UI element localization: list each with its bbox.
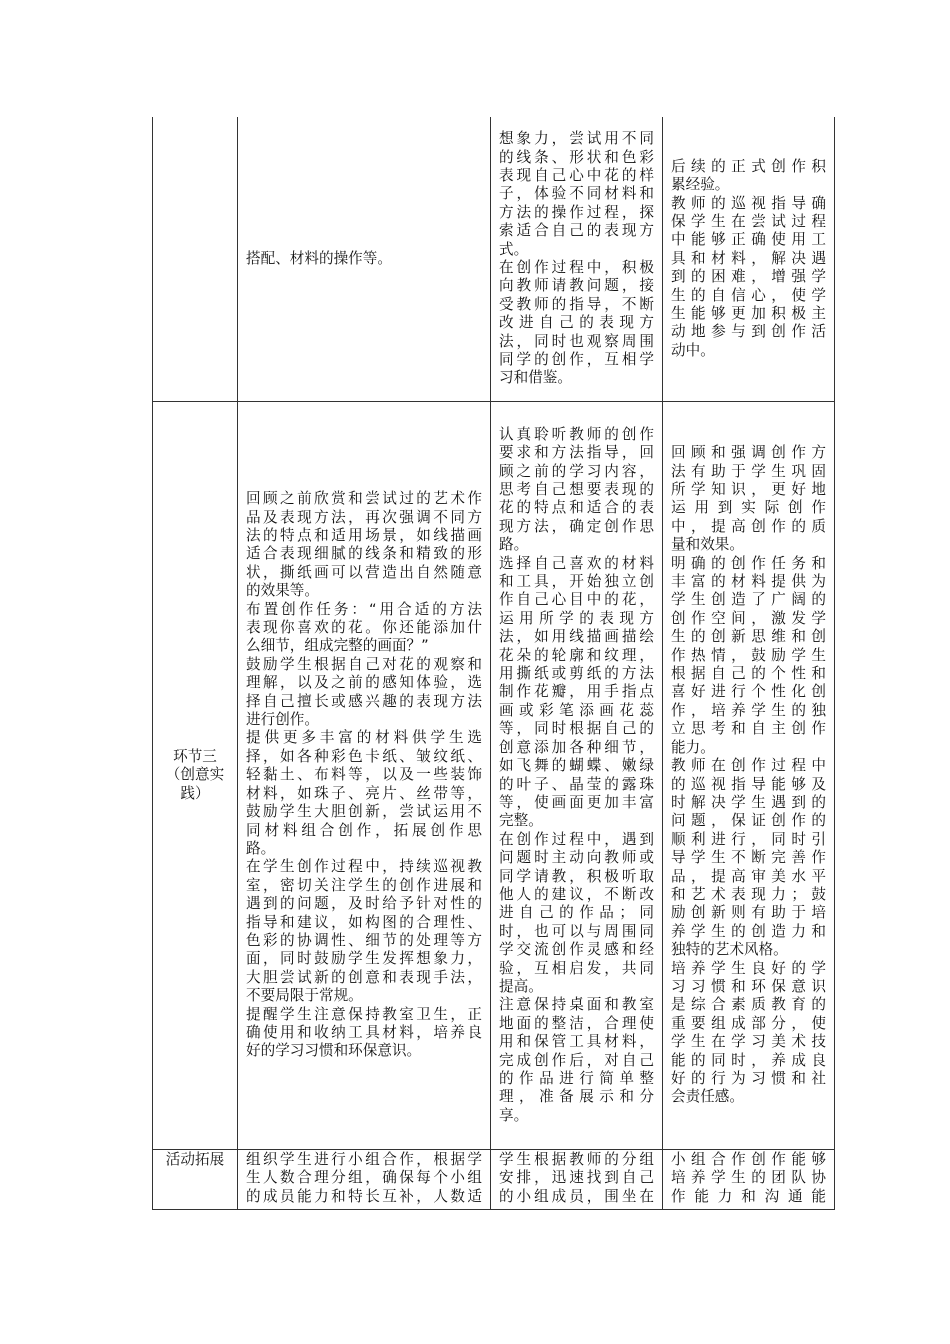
text-line: 根据自己的个性和 xyxy=(671,665,826,683)
text-line: 表现你喜欢的花。你还能添加什 xyxy=(246,619,482,637)
design-intent-cell xyxy=(663,117,835,402)
text-line: 思考自己想要表现的 xyxy=(499,481,654,498)
text-line: 认真聆听教师的创作 xyxy=(499,425,654,443)
text-line: 和艺术表现力；鼓 xyxy=(671,885,826,903)
text-line: 完成创作后，对自己 xyxy=(499,1051,654,1069)
text-line: 鼓励学生根据自己对花的观察和 xyxy=(246,655,482,673)
text-line: 创作空间，激发学 xyxy=(671,609,826,627)
student-activity-cell xyxy=(491,402,663,1150)
text-line: 验，互相启发，共同 xyxy=(499,959,654,977)
text-line: 现方法，确定创作思 xyxy=(499,517,654,535)
stage-cell xyxy=(153,117,238,402)
paragraph xyxy=(499,130,654,259)
paragraph xyxy=(499,259,654,388)
table-row xyxy=(153,117,835,402)
text-line: 改进自己的表现方 xyxy=(499,314,654,332)
text-line: 择，如各种彩色卡纸、皱纹纸、 xyxy=(246,747,482,765)
text-line: 理，准备展示和分 xyxy=(499,1088,654,1106)
text-line: 培养学生良好的学 xyxy=(671,959,826,977)
text-line: 励创新则有助于培 xyxy=(671,904,826,922)
text-line: 法有助于学生巩固 xyxy=(671,462,826,480)
text-line: 的线条、形状和色彩 xyxy=(499,148,654,166)
paragraph xyxy=(246,729,482,858)
text-line: 安排，迅速找到自己 xyxy=(499,1169,654,1187)
text-line: 学生创造了广阔的 xyxy=(671,591,826,609)
lesson-plan-table xyxy=(152,117,835,1210)
text-line: 丰富的材料提供为 xyxy=(671,573,826,591)
text-line: 中，提高创作的质 xyxy=(671,517,826,535)
text-line: 在创作过程中，遇到 xyxy=(499,830,654,848)
text-line: 子，体验不同材料和 xyxy=(499,185,654,203)
text-line: 大胆尝试新的创意和表现手法， xyxy=(246,968,482,986)
text-line: 养学生的创造力和 xyxy=(671,922,826,940)
stage-cell xyxy=(153,402,238,1150)
text-line: 的成员能力和特长互补，人数适 xyxy=(246,1187,482,1205)
text-line: 在创作过程中，积极 xyxy=(499,259,654,276)
paragraph xyxy=(671,960,826,1107)
text-line: 指导和建议，如构图的合理性、 xyxy=(246,913,482,931)
text-line: 室，密切关注学生的创作进展和 xyxy=(246,876,482,894)
text-line: 等，使画面更加丰富 xyxy=(499,793,654,811)
text-line: 式。 xyxy=(499,240,529,258)
text-line: 用和保管工具材料， xyxy=(499,1033,654,1051)
text-line: 保学生在尝试过程 xyxy=(671,212,826,230)
text-line: 作自己心目中的花， xyxy=(499,591,654,609)
text-line: 的巡视指导能够及 xyxy=(671,775,826,793)
text-line: 享。 xyxy=(499,1106,529,1124)
text-line: 累经验。 xyxy=(671,176,730,194)
text-line: 和工具，开始独立创 xyxy=(499,573,654,591)
text-line: 时解决学生遇到的 xyxy=(671,793,826,811)
text-line: 进自己的作品；同 xyxy=(499,904,654,922)
text-line: 画或彩笔添画花蕊 xyxy=(499,701,654,719)
text-line: 动地参与到创作活 xyxy=(671,323,826,341)
text-line: 制作花瓣，用手指点 xyxy=(499,683,654,701)
text-line: 用撕纸或剪纸的方法 xyxy=(499,665,654,683)
text-line: 搭配、材料的操作等。 xyxy=(246,249,392,267)
paragraph xyxy=(246,601,482,656)
text-line: 好的行为习惯和社 xyxy=(671,1070,826,1087)
text-line: 回顾之前欣赏和尝试过的艺术作 xyxy=(246,490,482,508)
paragraph xyxy=(671,195,826,361)
text-line: 学生在学习美术技 xyxy=(671,1033,826,1051)
text-line: 独特的艺术风格。 xyxy=(671,941,788,959)
paragraph xyxy=(499,555,654,831)
text-line: 量和效果。 xyxy=(671,536,744,554)
text-line: 好的学习习惯和环保意识。 xyxy=(246,1042,422,1060)
text-line: 所学知识，更好地 xyxy=(671,481,826,498)
text-line: 运用到实际创作 xyxy=(671,499,826,517)
text-line: 组织学生进行小组合作，根据学 xyxy=(246,1151,482,1168)
text-line: 确使用和收纳工具材料，培养良 xyxy=(246,1023,482,1041)
student-activity-cell xyxy=(491,117,663,402)
text-line: 学生根据教师的分组 xyxy=(499,1151,654,1168)
text-line: 品，提高审美水平 xyxy=(671,867,826,885)
teacher-activity-cell xyxy=(238,1150,491,1210)
text-line: 动中。 xyxy=(671,341,715,359)
text-line: 习和借鉴。 xyxy=(499,369,572,387)
text-line: 如飞舞的蝴蝶、嫩绿 xyxy=(499,757,654,775)
text-line: 花朵的轮廓和纹理， xyxy=(499,646,654,664)
text-line: 明确的创作任务和 xyxy=(671,554,826,572)
paragraph xyxy=(671,1151,826,1206)
text-line: 具和材料，解决遇 xyxy=(671,249,826,267)
text-line: 践） xyxy=(180,784,210,802)
text-line: 习习惯和环保意识 xyxy=(671,977,826,995)
text-line: 提高。 xyxy=(499,977,543,995)
paragraph xyxy=(499,831,654,997)
text-line: 问题，保证创作的 xyxy=(671,812,826,830)
text-line: 顾之前的学习内容， xyxy=(499,462,654,480)
text-line: 受教师的指导，不断 xyxy=(499,295,654,313)
text-line: 选择自己喜欢的材料 xyxy=(499,554,654,572)
paragraph xyxy=(499,1151,654,1206)
text-line: 培养学生的团队协 xyxy=(671,1169,826,1187)
paragraph xyxy=(246,1151,482,1206)
text-line: 同材料组合创作，拓展创作思 xyxy=(246,821,482,839)
text-line: 生能够更加积极主 xyxy=(671,305,826,323)
paragraph xyxy=(246,490,482,600)
text-line: 顺利进行，同时引 xyxy=(671,830,826,848)
text-line: 重要组成部分，使 xyxy=(671,1014,826,1032)
text-line: 在学生创作过程中，持续巡视教 xyxy=(246,858,482,876)
text-line: 面，同时鼓励学生发挥想象力， xyxy=(246,950,482,968)
text-line: 是综合素质教育的 xyxy=(671,996,826,1014)
text-line: 色彩的协调性、细节的处理等方 xyxy=(246,931,482,949)
text-line: 布置创作任务：“用合适的方法 xyxy=(246,600,482,618)
text-line: 导学生不断完善作 xyxy=(671,849,826,867)
text-line: 遇到的问题，及时给予针对性的 xyxy=(246,895,482,913)
paragraph xyxy=(246,250,482,268)
text-line: 到的困难，增强学 xyxy=(671,268,826,286)
text-line: 生的创新思维和创 xyxy=(671,628,826,646)
text-line: 教师在创作过程中 xyxy=(671,757,826,775)
text-line: 花的特点和适合的表 xyxy=(499,499,654,517)
text-line: 作，培养学生的独 xyxy=(671,701,826,719)
text-line: 想象力，尝试用不同 xyxy=(499,130,654,148)
text-line: 提供更多丰富的材料供学生选 xyxy=(246,729,482,747)
text-line: 问题时主动向教师或 xyxy=(499,849,654,867)
text-line: 喜好进行个性化创 xyxy=(671,683,826,701)
text-line: 么细节，组成完整的画面？” xyxy=(246,637,429,655)
teacher-activity-cell xyxy=(238,402,491,1150)
text-line: 适合表现细腻的线条和精致的形 xyxy=(246,545,482,563)
text-line: 状，撕纸画可以营造出自然随意 xyxy=(246,563,482,581)
text-line: 回顾和强调创作方 xyxy=(671,444,826,462)
text-line: 的作品进行简单整 xyxy=(499,1070,654,1087)
text-line: 小组合作创作能够 xyxy=(671,1151,826,1168)
text-line: 鼓励学生大胆创新，尝试运用不 xyxy=(246,803,482,821)
text-line: 路。 xyxy=(499,536,529,554)
paragraph xyxy=(157,1151,233,1169)
text-line: 要求和方法指导，回 xyxy=(499,444,654,462)
text-line: 完整。 xyxy=(499,812,543,830)
text-line: 方法的操作过程，探 xyxy=(499,203,654,221)
paragraph xyxy=(246,656,482,730)
text-line: 会责任感。 xyxy=(671,1088,744,1106)
text-line: 能力。 xyxy=(671,738,715,756)
text-line: 法，同时也观察周围 xyxy=(499,332,654,350)
student-activity-cell xyxy=(491,1150,663,1210)
table-row xyxy=(153,402,835,1150)
paragraph xyxy=(671,444,826,554)
text-line: 运用所学的表现方 xyxy=(499,609,654,627)
text-line: 表现自己心中花的样 xyxy=(499,166,654,184)
paragraph xyxy=(246,858,482,1005)
paragraph xyxy=(499,996,654,1125)
text-line: 创意添加各种细节， xyxy=(499,738,654,756)
text-line: 作能力和沟通能 xyxy=(671,1187,826,1205)
text-line: 生的自信心，使学 xyxy=(671,286,826,304)
paragraph xyxy=(157,748,233,803)
paragraph xyxy=(499,426,654,555)
text-line: 法的特点和适用场景，如线描画 xyxy=(246,527,482,545)
text-line: 作热情，鼓励学生 xyxy=(671,646,826,664)
paragraph xyxy=(671,555,826,757)
text-line: 生人数合理分组，确保每个小组 xyxy=(246,1169,482,1187)
text-line: 环节三 xyxy=(173,747,217,765)
text-line: 学交流创作灵感和经 xyxy=(499,941,654,959)
text-line: 教师的巡视指导确 xyxy=(671,194,826,212)
text-line: 他人的建议，不断改 xyxy=(499,885,654,903)
paragraph xyxy=(671,158,826,195)
design-intent-cell xyxy=(663,1150,835,1210)
text-line: 的效果等。 xyxy=(246,582,319,600)
text-line: 进行创作。 xyxy=(246,711,319,729)
text-line: 择自己擅长或感兴趣的表现方法 xyxy=(246,692,482,710)
text-line: 索适合自己的表现方 xyxy=(499,222,654,240)
text-line: 品及表现方法，再次强调不同方 xyxy=(246,508,482,526)
text-line: 轻黏土、布料等，以及一些装饰 xyxy=(246,766,482,784)
text-line: 等，同时根据自己的 xyxy=(499,720,654,738)
text-line: 同学的创作，互相学 xyxy=(499,351,654,369)
text-line: 同学请教，积极听取 xyxy=(499,867,654,885)
table-row xyxy=(153,1150,835,1210)
text-line: 提醒学生注意保持教室卫生，正 xyxy=(246,1005,482,1023)
text-line: 中能够正确使用工 xyxy=(671,231,826,249)
text-line: 理解，以及之前的感知体验，选 xyxy=(246,674,482,692)
text-line: 立思考和自主创作 xyxy=(671,720,826,738)
text-line: 时，也可以与周围同 xyxy=(499,922,654,940)
text-line: 后续的正式创作积 xyxy=(671,157,826,175)
text-line: 不要局限于常规。 xyxy=(246,987,363,1005)
teacher-activity-cell xyxy=(238,117,491,402)
paragraph xyxy=(671,757,826,959)
text-line: （创意实 xyxy=(165,766,225,784)
stage-cell xyxy=(153,1150,238,1210)
text-line: 活动拓展 xyxy=(165,1151,225,1168)
text-line: 的叶子、晶莹的露珠 xyxy=(499,775,654,793)
text-line: 向教师请教问题，接 xyxy=(499,277,654,295)
text-line: 法，如用线描画描绘 xyxy=(499,628,654,646)
text-line: 注意保持桌面和教室 xyxy=(499,996,654,1014)
text-line: 路。 xyxy=(246,839,276,857)
text-line: 地面的整洁，合理使 xyxy=(499,1014,654,1032)
paragraph xyxy=(246,1006,482,1061)
design-intent-cell xyxy=(663,402,835,1150)
text-line: 材料，如珠子、亮片、丝带等， xyxy=(246,784,482,802)
text-line: 能的同时，养成良 xyxy=(671,1051,826,1069)
text-line: 的小组成员，围坐在 xyxy=(499,1187,654,1205)
